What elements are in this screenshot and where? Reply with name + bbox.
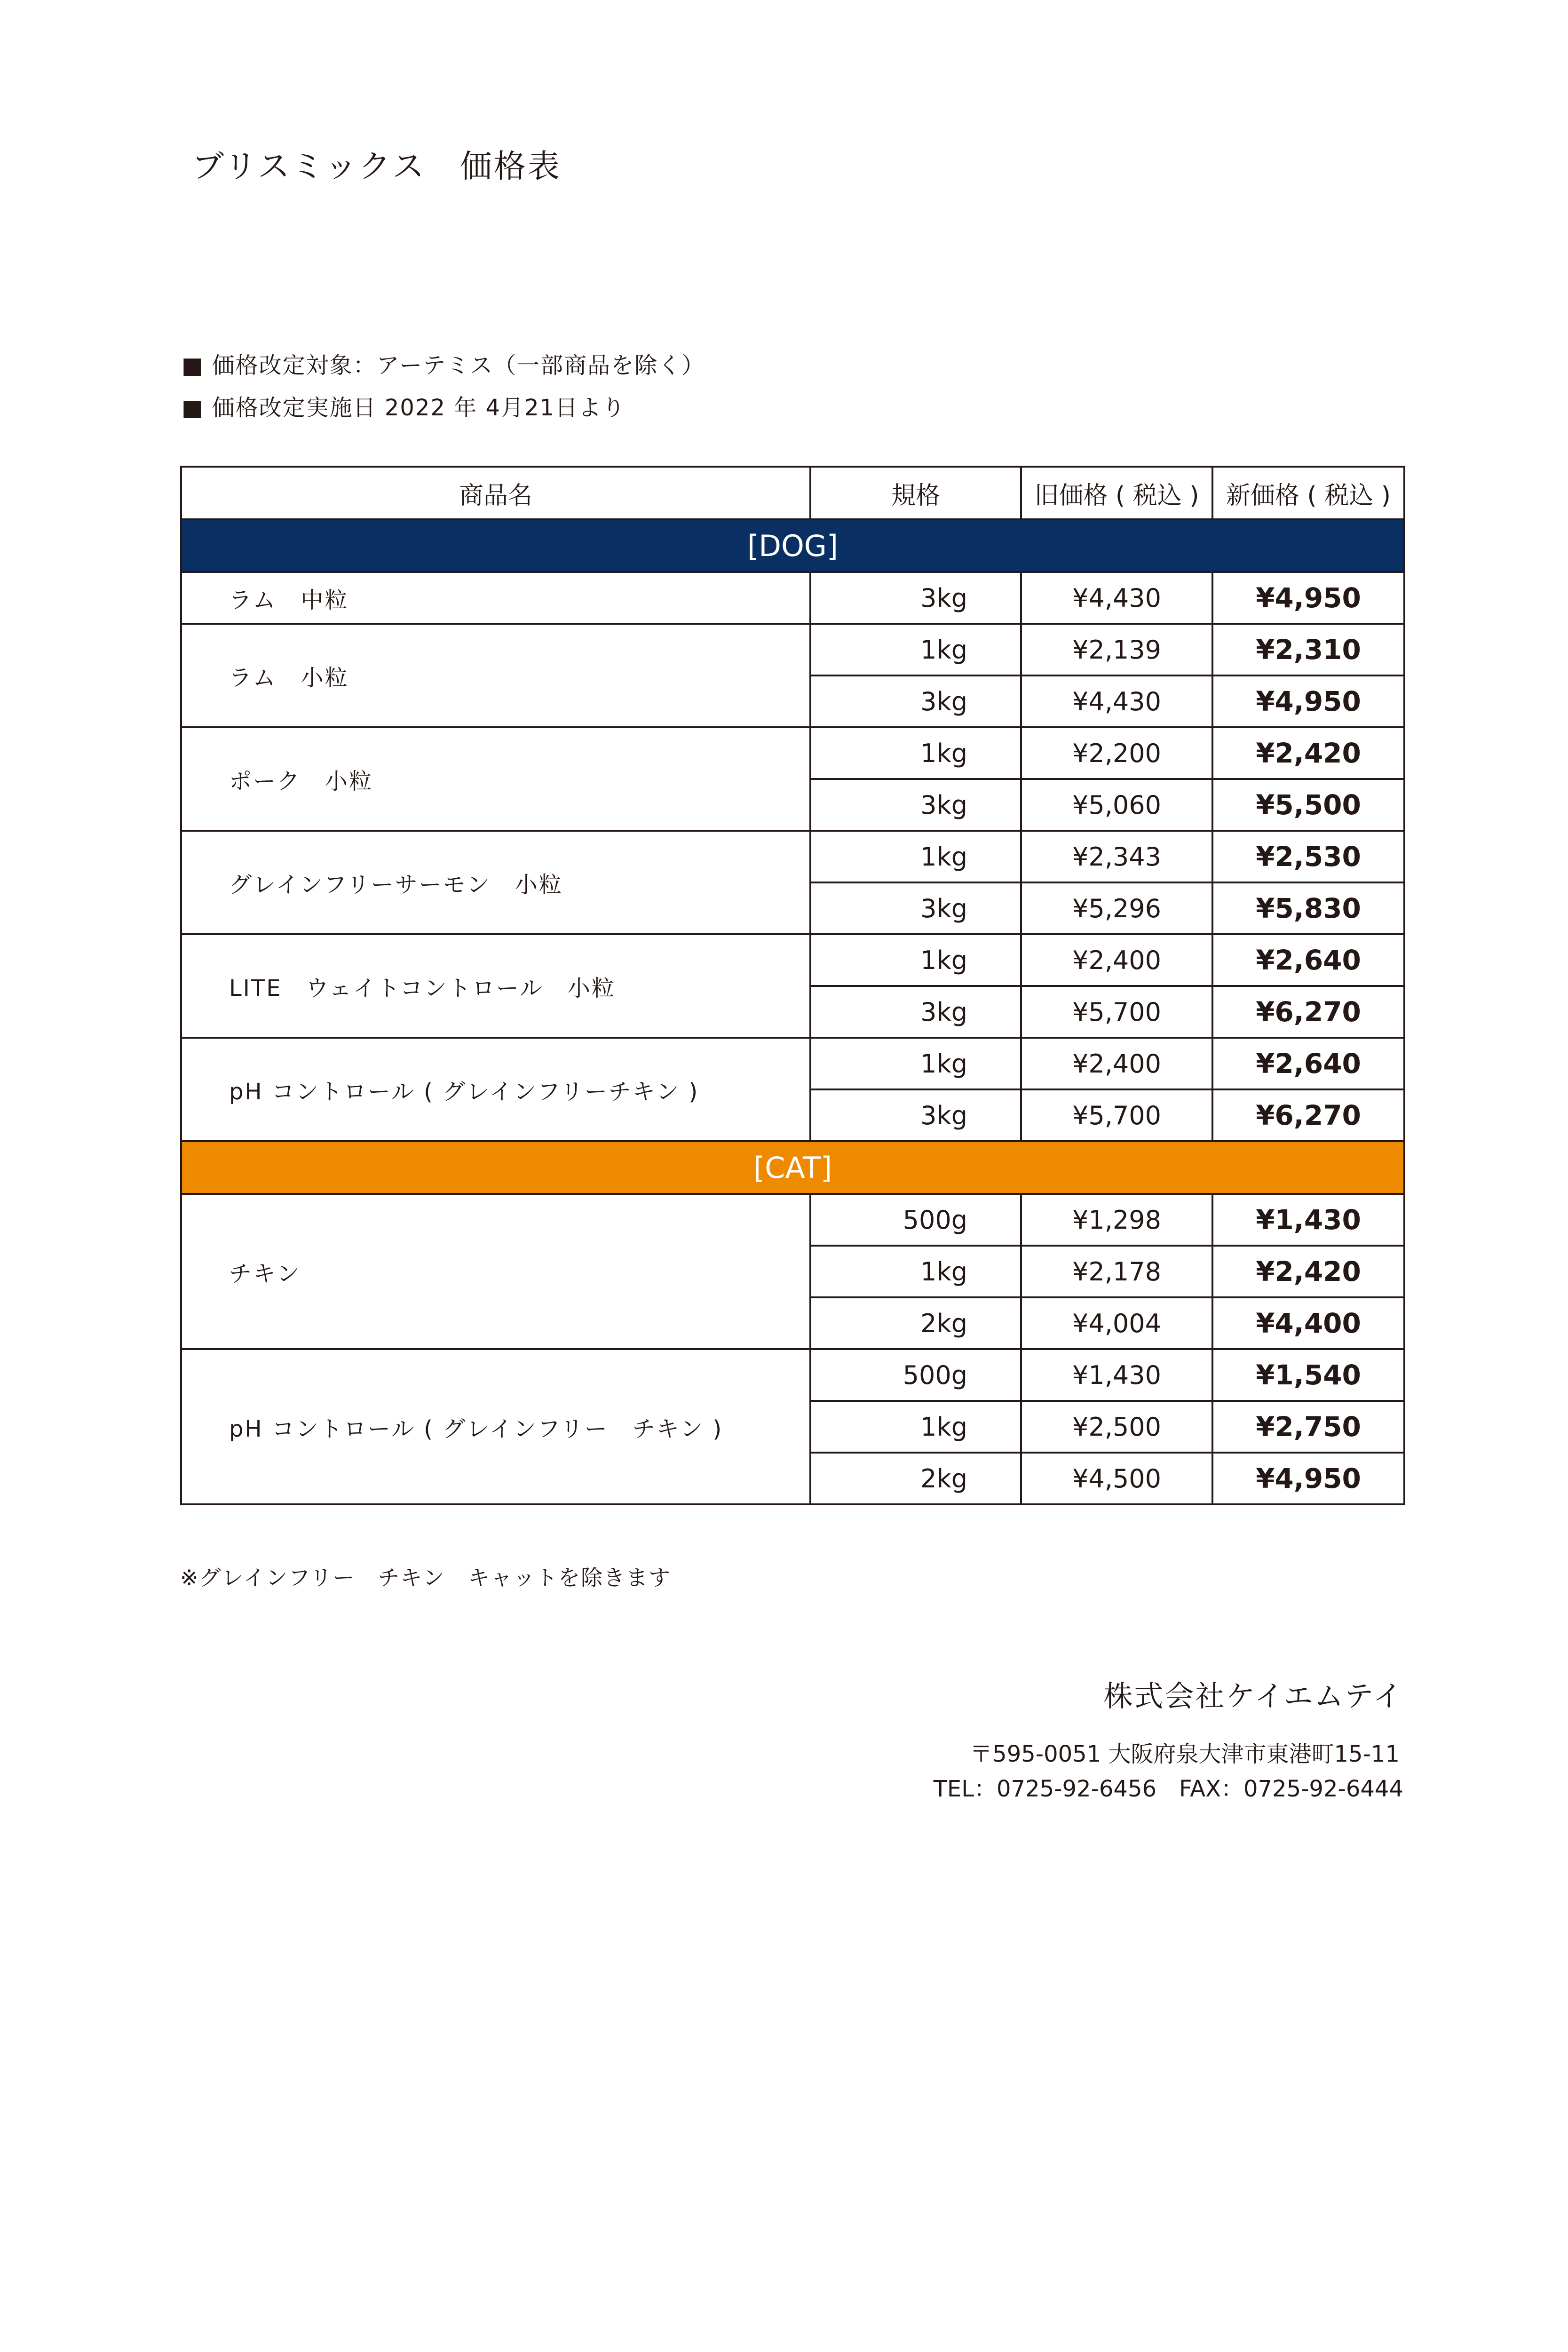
category-cat-header [181,1141,1404,1194]
old-price: ¥2,400 [1021,1038,1212,1089]
table-row [181,934,1404,986]
old-price: ¥5,700 [1021,1089,1212,1141]
old-price: ¥2,139 [1021,624,1212,675]
product-size: 1kg [810,1246,1021,1297]
new-price: ¥1,430 [1212,1194,1404,1246]
product-size: 1kg [810,831,1021,882]
product-size: 1kg [810,1401,1021,1453]
product-size: 3kg [810,779,1021,831]
old-price: ¥2,178 [1021,1246,1212,1297]
old-price: ¥5,296 [1021,882,1212,934]
product-size: 3kg [810,675,1021,727]
new-price: ¥4,400 [1212,1297,1404,1349]
old-price: ¥4,430 [1021,572,1212,624]
new-price: ¥4,950 [1212,675,1404,727]
page-title: ブリスミックス 価格表 [192,148,562,185]
product-size: 3kg [810,882,1021,934]
category-label: [DOG] [181,519,1404,572]
product-name: ラム 中粒 [181,572,810,624]
new-price: ¥1,540 [1212,1349,1404,1401]
product-name: ポーク 小粒 [181,727,810,831]
new-price: ¥4,950 [1212,572,1404,624]
new-price: ¥2,420 [1212,727,1404,779]
product-name: ラム 小粒 [181,624,810,727]
revision-date-note: ■ 価格改定実施日 2022 年 4月21日より [182,395,626,421]
old-price: ¥2,200 [1021,727,1212,779]
footnote: ※グレインフリー チキン キャットを除きます [180,1565,671,1590]
table-row [181,624,1404,675]
new-price: ¥2,420 [1212,1246,1404,1297]
product-name: pH コントロール ( グレインフリーチキン ) [181,1038,810,1141]
product-size: 1kg [810,727,1021,779]
old-price: ¥4,500 [1021,1453,1212,1504]
new-price: ¥6,270 [1212,1089,1404,1141]
new-price: ¥6,270 [1212,986,1404,1038]
category-dog-header [181,519,1404,572]
product-size: 1kg [810,624,1021,675]
product-size: 2kg [810,1297,1021,1349]
old-price: ¥2,500 [1021,1401,1212,1453]
new-price: ¥2,530 [1212,831,1404,882]
product-size: 2kg [810,1453,1021,1504]
product-size: 3kg [810,572,1021,624]
table-row [181,1349,1404,1401]
old-price: ¥5,700 [1021,986,1212,1038]
product-name: pH コントロール ( グレインフリー チキン ) [181,1349,810,1504]
new-price: ¥5,500 [1212,779,1404,831]
product-size: 1kg [810,1038,1021,1089]
price-table [180,466,1405,1505]
header-old-price: 旧価格 ( 税込 ) [1021,467,1212,519]
table-row [181,831,1404,882]
table-header-row [181,467,1404,519]
new-price: ¥2,310 [1212,624,1404,675]
old-price: ¥2,400 [1021,934,1212,986]
product-size: 500g [810,1194,1021,1246]
company-contact: TEL：0725-92-6456 FAX：0725-92-6444 [933,1776,1403,1802]
old-price: ¥5,060 [1021,779,1212,831]
new-price: ¥5,830 [1212,882,1404,934]
old-price: ¥4,430 [1021,675,1212,727]
header-size: 規格 [810,467,1021,519]
old-price: ¥4,004 [1021,1297,1212,1349]
header-new-price: 新価格 ( 税込 ) [1212,467,1404,519]
table-row [181,1038,1404,1089]
old-price: ¥1,430 [1021,1349,1212,1401]
table-row [181,572,1404,624]
product-size: 3kg [810,986,1021,1038]
category-label: [CAT] [181,1141,1404,1194]
product-name: グレインフリーサーモン 小粒 [181,831,810,934]
new-price: ¥2,640 [1212,1038,1404,1089]
product-size: 3kg [810,1089,1021,1141]
product-name: チキン [181,1194,810,1349]
product-name: LITE ウェイトコントロール 小粒 [181,934,810,1038]
old-price: ¥1,298 [1021,1194,1212,1246]
product-size: 500g [810,1349,1021,1401]
header-product-name: 商品名 [181,467,810,519]
new-price: ¥2,750 [1212,1401,1404,1453]
product-size: 1kg [810,934,1021,986]
old-price: ¥2,343 [1021,831,1212,882]
table-row [181,1194,1404,1246]
revision-target-note: ■ 価格改定対象：アーテミス（一部商品を除く） [182,352,705,379]
table-row [181,727,1404,779]
company-address: 〒595-0051 大阪府泉大津市東港町15-11 [970,1741,1400,1767]
company-name: 株式会社ケイエムテイ [1103,1679,1403,1713]
new-price: ¥2,640 [1212,934,1404,986]
new-price: ¥4,950 [1212,1453,1404,1504]
